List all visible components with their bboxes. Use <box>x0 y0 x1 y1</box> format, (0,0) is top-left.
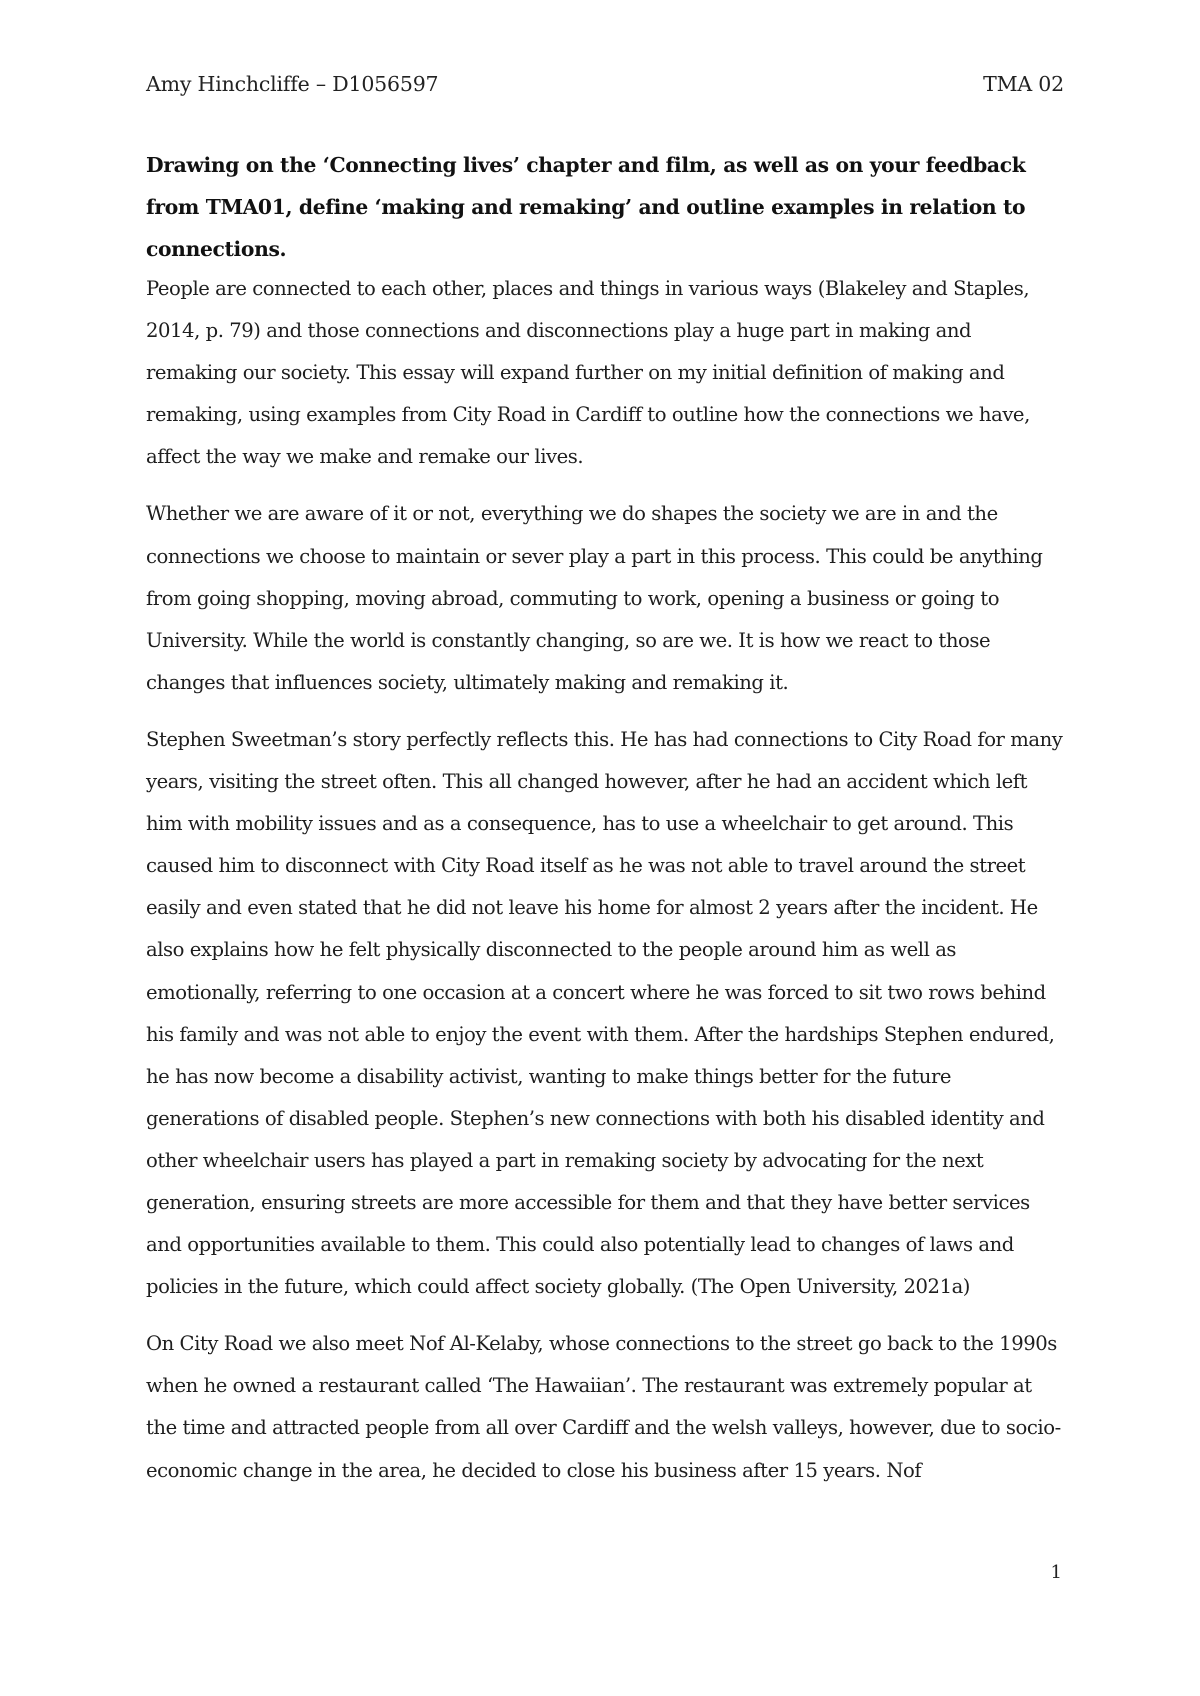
paragraph: On City Road we also meet Nof Al-Kelaby, whose connections to the street go back to the 1990s when he owned a restaurant called ‘The Hawaiian’. The restaurant was extremely popular at the time and attracted people from all over Cardiff and the welsh valleys, however, due to socio-economic change in the area, he decided to close his business after 15 years. Nof <box>146 1332 1061 1482</box>
paragraph: Whether we are aware of it or not, everything we do shapes the society we are in and the connections we choose to maintain or sever play a part in this process. This could be anything from going shopping, moving abroad, commuting to work, opening a business or going to University. While the world is constantly changing, so are we. It is how we react to those changes that influences society, ultimately making and remaking it. <box>146 502 1043 694</box>
paragraph: People are connected to each other, places and things in various ways (Blakeley and Staples, 2014, p. 79) and those connections and disconnections play a huge part in making and remaking our society. This essay will expand further on my initial definition of making and remaking, using examples from City Road in Cardiff to outline how the connections we have, affect the way we make and remake our lives. <box>146 277 1030 469</box>
page-header <box>146 72 1064 96</box>
paragraph: Stephen Sweetman’s story perfectly reflects this. He has had connections to City Road for many years, visiting the street often. This all changed however, after he had an accident which left him with mobility issues and as a consequence, has to use a wheelchair to get around. This caused him to disconnect with City Road itself as he was not able to travel around the street easily and even stated that he did not leave his home for almost 2 years after the incident. He also explains how he felt physically disconnected to the people around him as well as emotionally, referring to one occasion at a concert where he was forced to sit two rows behind his family and was not able to enjoy the event with them. After the hardships Stephen endured, he has now become a disability activist, wanting to make things better for the future generations of disabled people. Stephen’s new connections with both his disabled identity and other wheelchair users has played a part in remaking society by advocating for the next generation, ensuring streets are more accessible for them and that they have better services and opportunities available to them. This could also potentially lead to changes of laws and policies in the future, which could affect society globally. (The Open University, 2021a) <box>146 727 1063 1299</box>
page-number: 1 <box>1050 1562 1062 1583</box>
header-assignment: TMA 02 <box>983 72 1064 96</box>
essay-question: Drawing on the ‘Connecting lives’ chapter and film, as well as on your feedback from TMA01, define ‘making and remaking’ and outline examples in relation to connections. <box>146 153 1026 261</box>
essay-body <box>146 268 1066 1507</box>
header-author: Amy Hinchcliffe – D1056597 <box>146 72 439 96</box>
